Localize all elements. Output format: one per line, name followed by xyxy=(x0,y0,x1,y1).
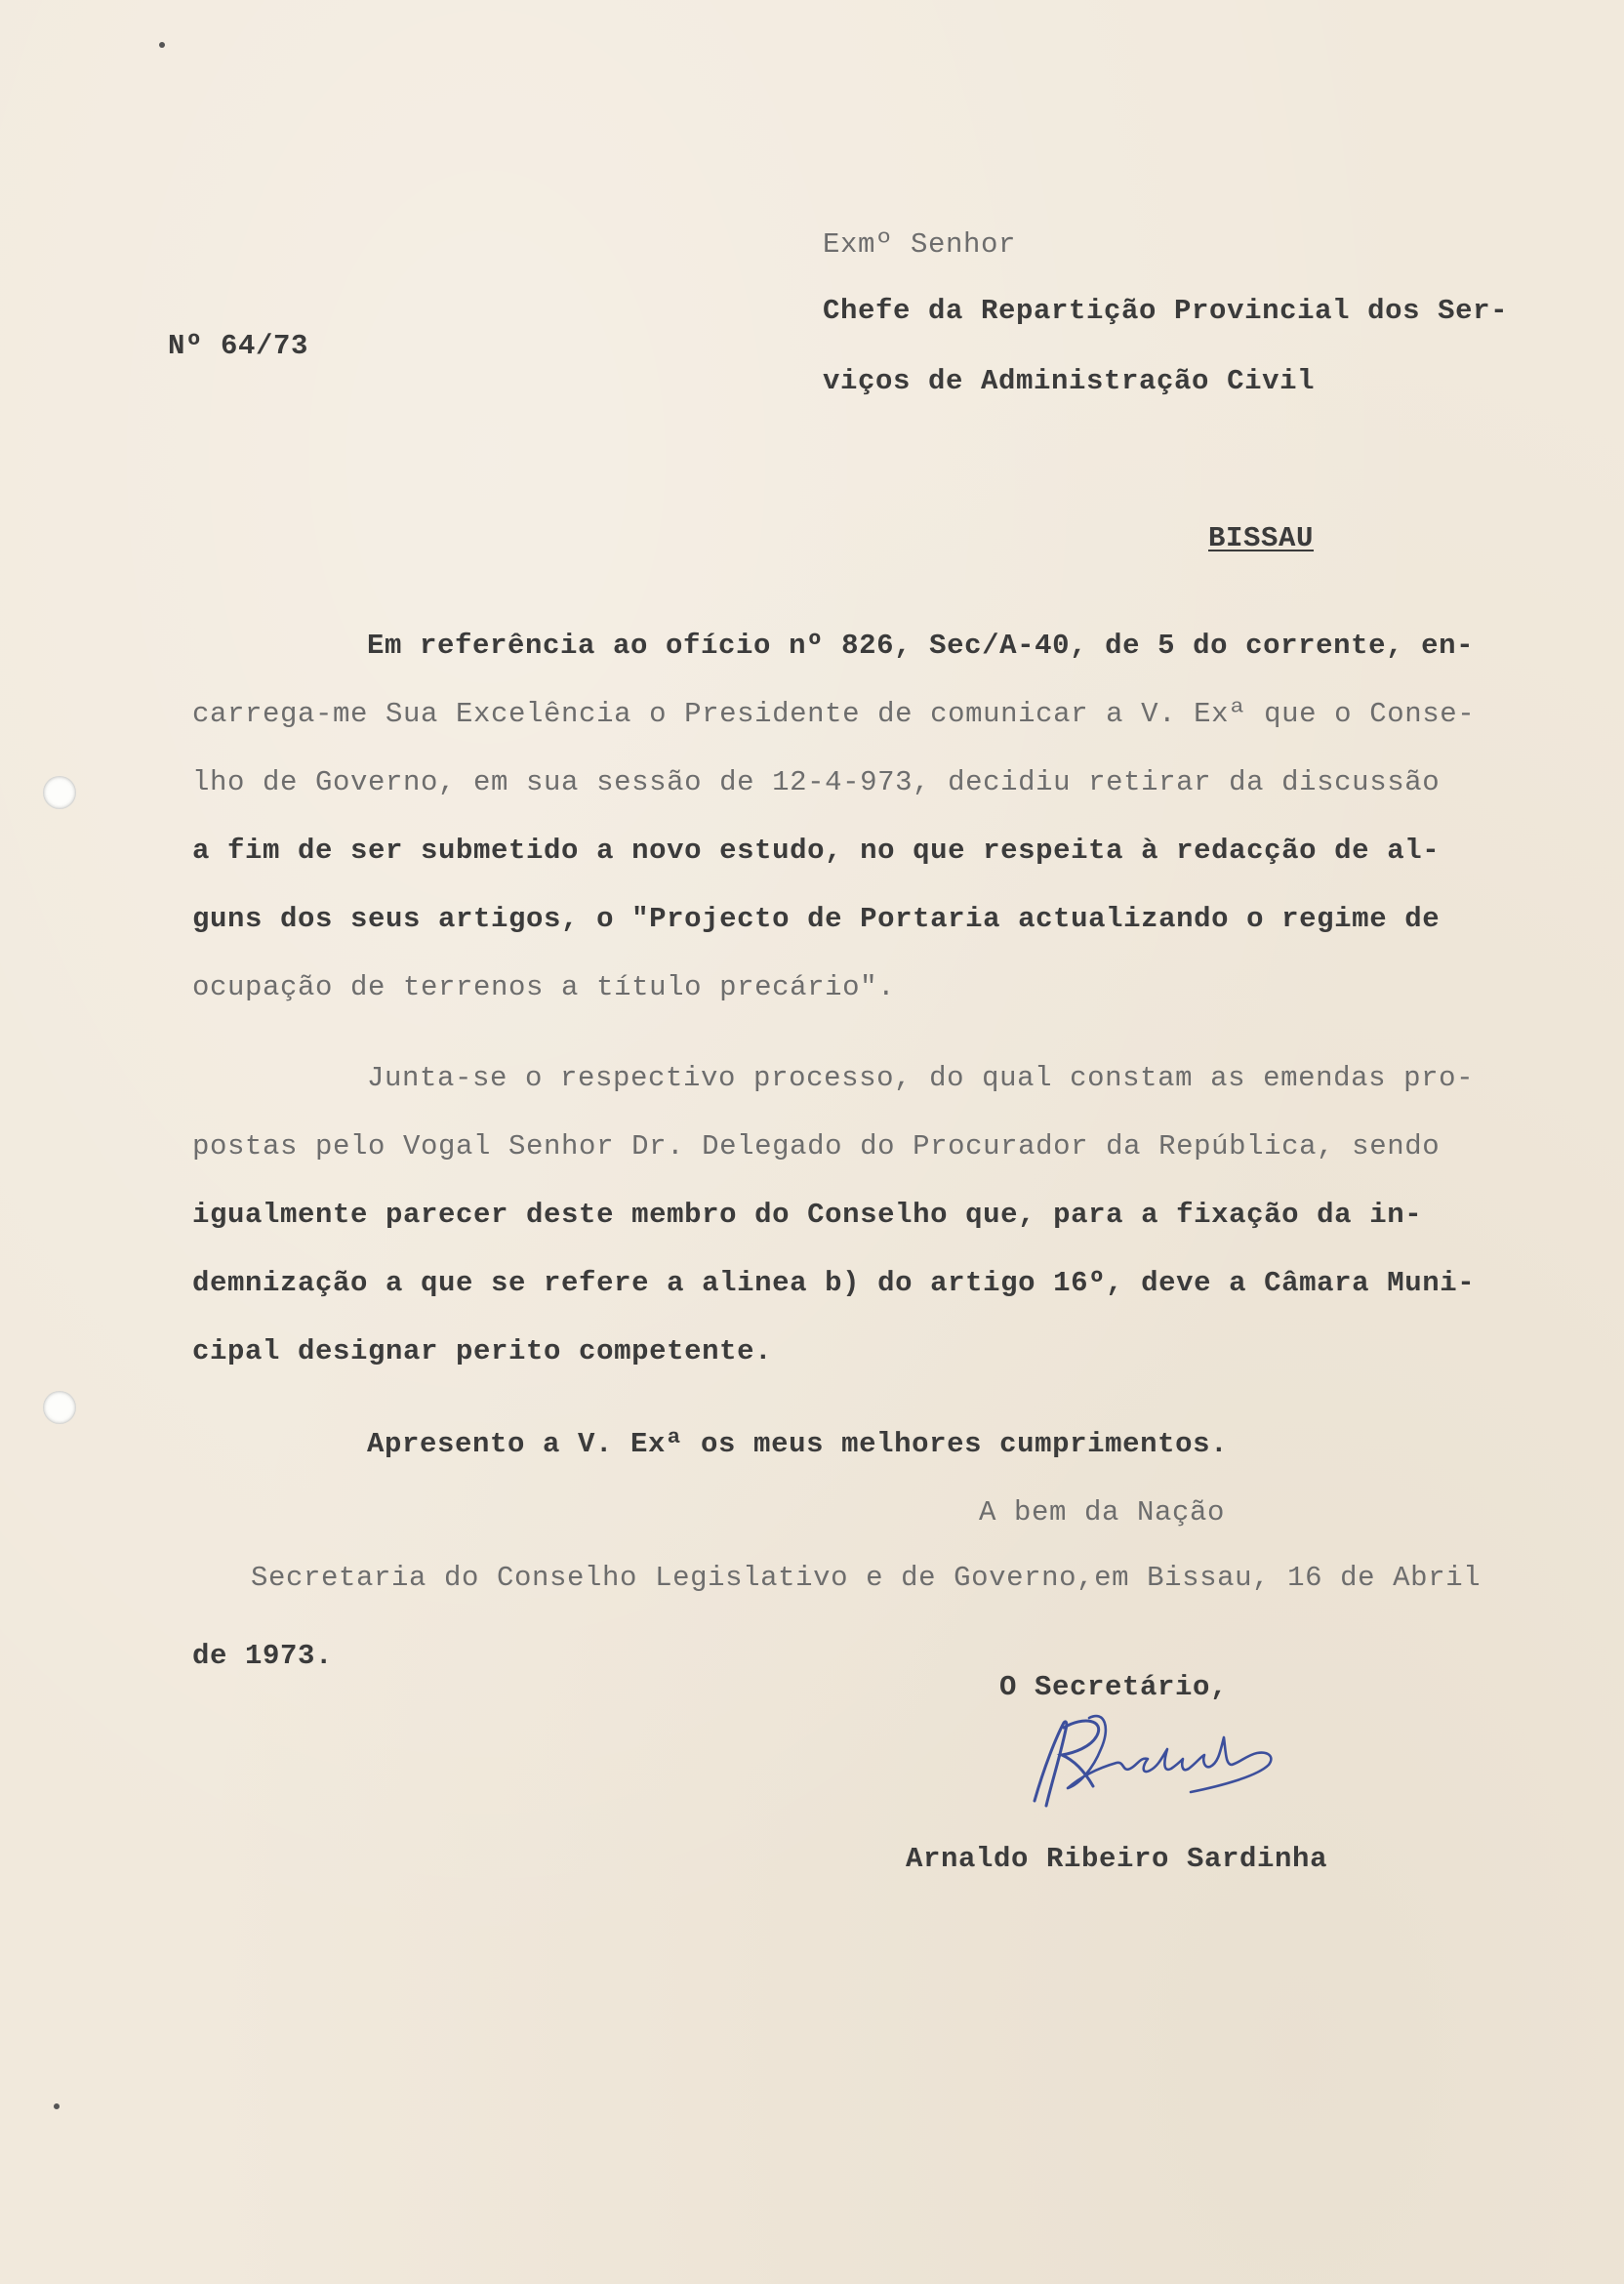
addressee-salutation: Exmº Senhor xyxy=(823,228,1017,261)
addressee-line-2: viços de Administração Civil xyxy=(823,365,1316,397)
closing-formula: A bem da Nação xyxy=(979,1496,1226,1529)
body-p2-line-3: igualmente parecer deste membro do Conselho que, para a fixação da in- xyxy=(192,1199,1423,1231)
place-date-line-1: Secretaria do Conselho Legislativo e de Governo,em Bissau, 16 de Abril xyxy=(251,1562,1482,1594)
signatory-title: O Secretário, xyxy=(999,1671,1229,1703)
reference-number: Nº 64/73 xyxy=(168,330,309,362)
body-p2-line-4: demnização a que se refere a alinea b) do artigo 16º, deve a Câmara Muni- xyxy=(192,1267,1476,1299)
body-p1-line-1: Em referência ao ofício nº 826, Sec/A-40, de 5 do corrente, en- xyxy=(367,630,1475,662)
body-p1-line-6: ocupação de terrenos a título precário". xyxy=(192,971,896,1003)
signatory-name: Arnaldo Ribeiro Sardinha xyxy=(906,1843,1328,1875)
addressee-line-1: Chefe da Repartição Provincial dos Ser- xyxy=(823,295,1509,327)
body-p1-line-5: guns dos seus artigos, o "Projecto de Portaria actualizando o regime de xyxy=(192,903,1441,935)
paper-speck xyxy=(54,2103,60,2109)
body-p1-line-4: a fim de ser submetido a novo estudo, no que respeita à redacção de al- xyxy=(192,835,1441,867)
handwritten-signature xyxy=(995,1698,1308,1825)
place-date-line-2: de 1973. xyxy=(192,1640,334,1672)
addressee-city: BISSAU xyxy=(1208,522,1315,554)
punch-hole-bottom xyxy=(43,1391,76,1424)
body-p1-line-2: carrega-me Sua Excelência o Presidente de comunicar a V. Exª que o Conse- xyxy=(192,698,1476,730)
body-p2-line-2: postas pelo Vogal Senhor Dr. Delegado do Procurador da República, sendo xyxy=(192,1130,1441,1162)
body-p2-line-1: Junta-se o respectivo processo, do qual constam as emendas pro- xyxy=(367,1062,1475,1094)
body-p3: Apresento a V. Exª os meus melhores cumprimentos. xyxy=(367,1428,1229,1460)
paper-speck xyxy=(159,42,165,48)
body-p1-line-3: lho de Governo, em sua sessão de 12-4-973, decidiu retirar da discussão xyxy=(192,766,1441,798)
body-p2-line-5: cipal designar perito competente. xyxy=(192,1335,773,1367)
punch-hole-top xyxy=(43,776,76,809)
